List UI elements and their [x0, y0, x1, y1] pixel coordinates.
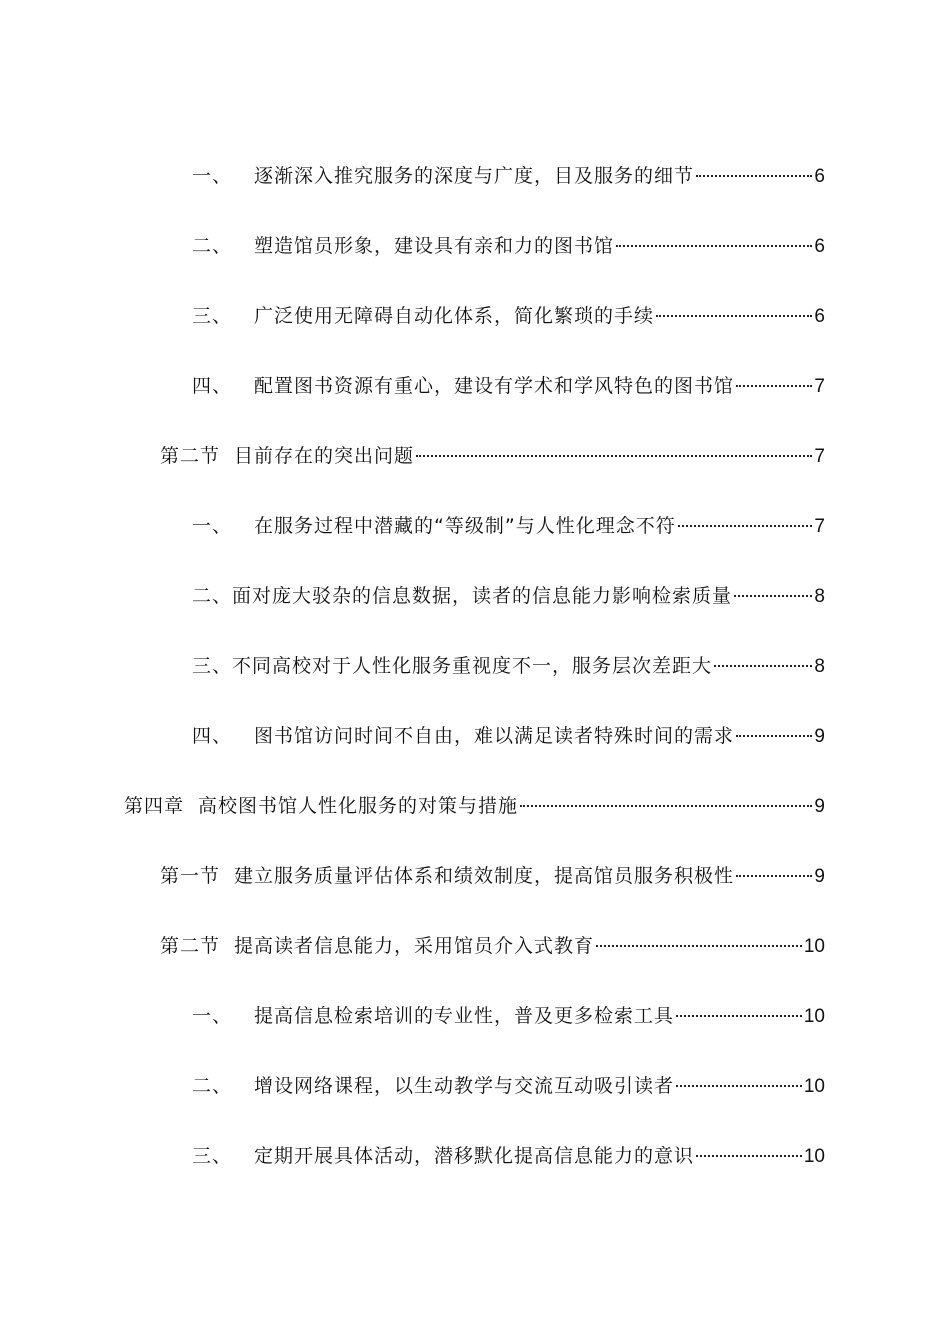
toc-leader-dots [696, 175, 812, 177]
toc-entry-chapter[interactable] [124, 791, 825, 821]
toc-entry-number: 第二节 [160, 935, 221, 957]
toc-entry[interactable] [192, 301, 825, 331]
toc-entry[interactable] [192, 1071, 825, 1101]
toc-entry[interactable] [192, 161, 825, 191]
toc-leader-dots [656, 315, 812, 317]
toc-entry[interactable] [192, 371, 825, 401]
toc-entry-title: 在服务过程中潜藏的“等级制”与人性化理念不符 [254, 515, 676, 537]
toc-entry-page: 10 [803, 1006, 825, 1027]
toc-entry-page: 9 [814, 866, 825, 887]
toc-entry-title: 提高信息检索培训的专业性，普及更多检索工具 [254, 1005, 675, 1027]
toc-entry[interactable] [192, 1141, 825, 1171]
toc-entry[interactable] [192, 231, 825, 261]
toc-entry-number: 一、 [192, 1005, 233, 1027]
toc-entry-number: 二、 [192, 1075, 233, 1097]
toc-entry-page: 7 [814, 446, 825, 467]
toc-entry-page: 10 [803, 1076, 825, 1097]
toc-entry[interactable] [192, 511, 825, 541]
toc-entry-title: 塑造馆员形象，建设具有亲和力的图书馆 [254, 235, 615, 257]
toc-entry[interactable] [192, 651, 825, 681]
toc-entry[interactable] [160, 931, 825, 961]
toc-entry-title: 增设网络课程，以生动教学与交流互动吸引读者 [254, 1075, 675, 1097]
toc-leader-dots [676, 1015, 802, 1017]
toc-entry[interactable] [160, 861, 825, 891]
toc-leader-dots [734, 595, 812, 597]
toc-entry-title: 面对庞大驳杂的信息数据，读者的信息能力影响检索质量 [232, 585, 733, 607]
toc-leader-dots [520, 805, 812, 807]
toc-entry-page: 6 [814, 306, 825, 327]
toc-leader-dots [714, 665, 812, 667]
toc-entry-page: 7 [814, 516, 825, 537]
toc-entry[interactable] [192, 581, 825, 611]
toc-entry-number: 一、 [192, 515, 233, 537]
toc-entry[interactable] [192, 721, 825, 751]
toc-entry[interactable] [192, 1001, 825, 1031]
toc-entry-page: 9 [814, 726, 825, 747]
toc-entry-page: 8 [814, 586, 825, 607]
toc-entry-number: 三、 [192, 655, 233, 677]
toc-leader-dots [736, 875, 812, 877]
toc-entry-title: 高校图书馆人性化服务的对策与措施 [198, 795, 519, 817]
toc-entry-title: 不同高校对于人性化服务重视度不一，服务层次差距大 [232, 655, 713, 677]
toc-entry-number: 二、 [192, 235, 233, 257]
toc-entry-page: 6 [814, 236, 825, 257]
toc-leader-dots [676, 1085, 802, 1087]
toc-entry-title: 提高读者信息能力，采用馆员介入式教育 [234, 935, 595, 957]
toc-entry-page: 7 [814, 376, 825, 397]
toc-leader-dots [736, 385, 812, 387]
toc-leader-dots [678, 525, 813, 527]
toc-leader-dots [736, 735, 812, 737]
toc-entry-title: 图书馆访问时间不自由，难以满足读者特殊时间的需求 [254, 725, 735, 747]
toc-entry-number: 三、 [192, 1145, 233, 1167]
toc-leader-dots [596, 945, 802, 947]
toc-entry-title: 逐渐深入推究服务的深度与广度，目及服务的细节 [254, 165, 695, 187]
toc-leader-dots [616, 245, 812, 247]
toc-entry-number: 二、 [192, 585, 233, 607]
toc-entry-number: 四、 [192, 725, 233, 747]
toc-entry-title: 广泛使用无障碍自动化体系，简化繁琐的手续 [254, 305, 655, 327]
toc-entry-title: 建立服务质量评估体系和绩效制度，提高馆员服务积极性 [234, 865, 735, 887]
toc-entry-page: 10 [803, 1146, 825, 1167]
toc-entry[interactable] [160, 441, 825, 471]
toc-entry-title: 配置图书资源有重心，建设有学术和学风特色的图书馆 [254, 375, 735, 397]
toc-entry-number: 第四章 [124, 795, 185, 817]
toc-entry-page: 8 [814, 656, 825, 677]
toc-entry-title: 目前存在的突出问题 [234, 445, 415, 467]
toc-entry-page: 10 [803, 936, 825, 957]
toc-entry-number: 三、 [192, 305, 233, 327]
toc-entry-number: 第一节 [160, 865, 221, 887]
toc-entry-number: 四、 [192, 375, 233, 397]
toc-leader-dots [696, 1155, 802, 1157]
toc-entry-number: 第二节 [160, 445, 221, 467]
toc-entry-number: 一、 [192, 165, 233, 187]
toc-leader-dots [416, 455, 812, 457]
toc-entry-page: 9 [814, 796, 825, 817]
toc-entry-title: 定期开展具体活动，潜移默化提高信息能力的意识 [254, 1145, 695, 1167]
toc-entry-page: 6 [814, 166, 825, 187]
